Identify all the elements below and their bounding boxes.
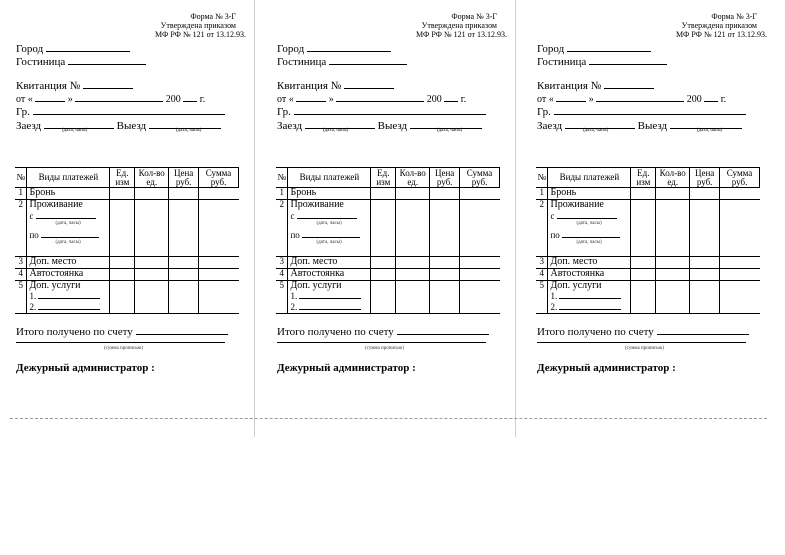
row-name: Доп. услуги <box>29 280 81 291</box>
cell[interactable] <box>110 200 135 257</box>
receipt-form-1 <box>16 0 246 400</box>
form-number: Форма № 3-Г <box>451 12 497 21</box>
cell[interactable] <box>631 281 656 314</box>
cell[interactable] <box>371 281 396 314</box>
total-field <box>277 323 489 338</box>
cell[interactable] <box>631 257 656 269</box>
cell[interactable] <box>430 188 460 200</box>
hotel-field <box>16 53 146 69</box>
col-unit: Ед. изм <box>631 168 656 188</box>
col-kind: Виды платежей <box>288 168 371 188</box>
col-qty: Кол-во ед. <box>656 168 690 188</box>
service-1-label: 1. <box>29 291 37 301</box>
row-number: 2 <box>536 200 548 257</box>
row-number: 3 <box>536 257 548 269</box>
row-name: Доп. услуги <box>290 280 342 291</box>
row-number: 4 <box>276 269 288 281</box>
cell[interactable] <box>690 257 720 269</box>
cell[interactable] <box>169 269 199 281</box>
cut-line <box>10 418 767 419</box>
sum-words-caption: (сумма прописью) <box>625 346 664 351</box>
row-name: Доп. место <box>548 257 631 269</box>
year-prefix: 200 <box>426 94 442 105</box>
cell[interactable] <box>430 269 460 281</box>
payments-table <box>536 167 760 314</box>
service-2-input[interactable] <box>38 301 100 310</box>
year-suffix: г. <box>199 94 206 105</box>
row-name: Автостоянка <box>27 269 110 281</box>
cell[interactable] <box>656 281 690 314</box>
cell[interactable] <box>656 269 690 281</box>
table-row <box>536 281 760 314</box>
checkin-caption: (дата, часы) <box>323 128 349 133</box>
row-number: 1 <box>276 188 288 200</box>
cell[interactable] <box>169 188 199 200</box>
checkout-label: Выезд <box>377 120 408 132</box>
hotel-field <box>277 53 407 69</box>
table-row <box>536 200 760 257</box>
service-1-input[interactable] <box>559 290 621 299</box>
cell[interactable] <box>690 269 720 281</box>
accommodation-to <box>29 229 109 240</box>
cell[interactable] <box>460 281 500 314</box>
col-qty: Кол-во ед. <box>135 168 169 188</box>
row-number: 3 <box>276 257 288 269</box>
service-2 <box>550 301 630 312</box>
receipt-form-3 <box>537 0 767 400</box>
accommodation-from <box>29 210 109 221</box>
cell[interactable] <box>110 281 135 314</box>
row-name: Бронь <box>288 188 371 200</box>
year-prefix: 200 <box>165 94 181 105</box>
checkout-label: Выезд <box>116 120 147 132</box>
form-number: Форма № 3-Г <box>711 12 757 21</box>
checkin-label: Заезд <box>16 120 42 132</box>
form-header <box>96 12 246 39</box>
col-sum: Сумма руб. <box>460 168 500 188</box>
year-input[interactable] <box>704 90 718 102</box>
to-caption: (дата, часы) <box>55 240 81 245</box>
table-row <box>15 200 239 257</box>
service-1-input[interactable] <box>38 290 100 299</box>
receipt-label: Квитанция № <box>277 80 342 92</box>
hotel-label: Гостиница <box>537 56 587 68</box>
receipt-form-2 <box>277 0 507 400</box>
from-label: с <box>290 211 295 221</box>
from-label: с <box>29 211 34 221</box>
cell[interactable] <box>135 281 169 314</box>
cell[interactable] <box>396 269 430 281</box>
col-price: Цена руб. <box>430 168 460 188</box>
total-label: Итого получено по счету <box>16 326 133 338</box>
from-input[interactable] <box>36 210 96 219</box>
ministry-order: МФ РФ № 121 от 13.12.93. <box>676 30 767 39</box>
separator-1 <box>254 0 255 437</box>
cell[interactable] <box>371 200 396 257</box>
year-prefix: 200 <box>686 94 702 105</box>
city-label: Город <box>537 43 565 55</box>
service-2 <box>290 301 370 312</box>
col-sum: Сумма руб. <box>199 168 239 188</box>
from-mid: » <box>328 94 334 105</box>
separator-2 <box>515 0 516 437</box>
guest-label: Гр. <box>16 106 30 118</box>
row-number: 5 <box>536 281 548 314</box>
cell[interactable] <box>371 188 396 200</box>
cell[interactable] <box>430 281 460 314</box>
cell[interactable] <box>396 257 430 269</box>
cell[interactable] <box>169 257 199 269</box>
service-2-label: 2. <box>29 302 37 312</box>
service-2 <box>29 301 109 312</box>
checkout-caption: (дата, часы) <box>697 128 723 133</box>
col-num: № <box>15 168 27 188</box>
cell[interactable] <box>460 200 500 257</box>
checkin-caption: (дата, часы) <box>583 128 609 133</box>
service-2-label: 2. <box>290 302 298 312</box>
cell[interactable] <box>110 269 135 281</box>
month-input[interactable] <box>596 90 684 102</box>
accommodation-from <box>290 210 370 221</box>
to-label: по <box>29 230 39 240</box>
checkout-caption: (дата, часы) <box>176 128 202 133</box>
city-input[interactable] <box>307 40 391 52</box>
row-name: Автостоянка <box>548 269 631 281</box>
service-1 <box>550 290 630 301</box>
admin-label: Дежурный администратор : <box>16 362 155 374</box>
hotel-field <box>537 53 667 69</box>
year-suffix: г. <box>720 94 727 105</box>
cell[interactable] <box>199 188 239 200</box>
year-input[interactable] <box>183 90 197 102</box>
receipt-input[interactable] <box>83 77 133 89</box>
col-sum: Сумма руб. <box>720 168 760 188</box>
cell[interactable] <box>656 257 690 269</box>
guest-label: Гр. <box>537 106 551 118</box>
row-services <box>548 281 631 314</box>
row-name: Доп. услуги <box>550 280 602 291</box>
col-num: № <box>276 168 288 188</box>
cell[interactable] <box>720 188 760 200</box>
from-prefix: от « <box>537 94 554 105</box>
col-num: № <box>536 168 548 188</box>
to-label: по <box>290 230 300 240</box>
from-input[interactable] <box>297 210 357 219</box>
sum-words-caption: (сумма прописью) <box>365 346 404 351</box>
guest-input[interactable] <box>554 103 746 115</box>
table-row <box>276 257 500 269</box>
form-number: Форма № 3-Г <box>190 12 236 21</box>
table-header-row <box>536 168 760 188</box>
from-prefix: от « <box>277 94 294 105</box>
service-1-label: 1. <box>290 291 298 301</box>
sum-words-input[interactable] <box>16 342 225 343</box>
table-row <box>276 269 500 281</box>
table-row <box>15 257 239 269</box>
accommodation-to <box>290 229 370 240</box>
from-mid: » <box>588 94 594 105</box>
total-input[interactable] <box>397 323 489 335</box>
row-number: 3 <box>15 257 27 269</box>
from-label: с <box>550 211 555 221</box>
cell[interactable] <box>720 269 760 281</box>
total-field <box>16 323 228 338</box>
receipt-label: Квитанция № <box>16 80 81 92</box>
col-kind: Виды платежей <box>27 168 110 188</box>
service-1 <box>29 290 109 301</box>
from-caption: (дата, часы) <box>55 221 81 226</box>
cell[interactable] <box>135 200 169 257</box>
row-number: 5 <box>15 281 27 314</box>
table-row <box>15 188 239 200</box>
row-name: Бронь <box>27 188 110 200</box>
service-2-input[interactable] <box>559 301 621 310</box>
checkout-caption: (дата, часы) <box>437 128 463 133</box>
city-label: Город <box>277 43 305 55</box>
row-accommodation <box>548 200 631 257</box>
cell[interactable] <box>396 200 430 257</box>
row-number: 2 <box>15 200 27 257</box>
row-number: 1 <box>15 188 27 200</box>
cell[interactable] <box>199 281 239 314</box>
table-row <box>536 257 760 269</box>
row-accommodation <box>27 200 110 257</box>
cell[interactable] <box>135 257 169 269</box>
row-name: Проживание <box>550 199 604 210</box>
receipt-input[interactable] <box>344 77 394 89</box>
cell[interactable] <box>631 188 656 200</box>
table-row <box>276 281 500 314</box>
row-number: 2 <box>276 200 288 257</box>
cell[interactable] <box>690 188 720 200</box>
month-input[interactable] <box>75 90 163 102</box>
table-row <box>276 188 500 200</box>
total-label: Итого получено по счету <box>277 326 394 338</box>
row-number: 5 <box>276 281 288 314</box>
col-price: Цена руб. <box>690 168 720 188</box>
hotel-input[interactable] <box>329 53 407 65</box>
city-label: Город <box>16 43 44 55</box>
row-name: Бронь <box>548 188 631 200</box>
city-input[interactable] <box>567 40 651 52</box>
payments-table <box>15 167 239 314</box>
col-unit: Ед. изм <box>371 168 396 188</box>
service-2-label: 2. <box>550 302 558 312</box>
service-1 <box>290 290 370 301</box>
to-input[interactable] <box>562 229 620 238</box>
cell[interactable] <box>690 281 720 314</box>
cell[interactable] <box>430 200 460 257</box>
cell[interactable] <box>460 257 500 269</box>
row-name: Доп. место <box>288 257 371 269</box>
to-caption: (дата, часы) <box>576 240 602 245</box>
cell[interactable] <box>690 200 720 257</box>
row-name: Доп. место <box>27 257 110 269</box>
sum-words-input[interactable] <box>537 342 746 343</box>
cell[interactable] <box>396 188 430 200</box>
cell[interactable] <box>631 269 656 281</box>
from-caption: (дата, часы) <box>576 221 602 226</box>
row-number: 1 <box>536 188 548 200</box>
table-row <box>15 281 239 314</box>
city-input[interactable] <box>46 40 130 52</box>
checkin-label: Заезд <box>277 120 303 132</box>
total-field <box>537 323 749 338</box>
form-header <box>357 12 507 39</box>
total-label: Итого получено по счету <box>537 326 654 338</box>
from-mid: » <box>67 94 73 105</box>
total-input[interactable] <box>136 323 228 335</box>
ministry-order: МФ РФ № 121 от 13.12.93. <box>416 30 507 39</box>
admin-label: Дежурный администратор : <box>277 362 416 374</box>
cell[interactable] <box>460 188 500 200</box>
approved-by: Утверждена приказом <box>421 21 497 30</box>
day-input[interactable] <box>556 90 586 102</box>
cell[interactable] <box>135 188 169 200</box>
cell[interactable] <box>430 257 460 269</box>
cell[interactable] <box>199 269 239 281</box>
guest-input[interactable] <box>33 103 225 115</box>
cell[interactable] <box>371 269 396 281</box>
row-accommodation <box>288 200 371 257</box>
table-row <box>536 188 760 200</box>
col-price: Цена руб. <box>169 168 199 188</box>
to-input[interactable] <box>41 229 99 238</box>
hotel-label: Гостиница <box>277 56 327 68</box>
cell[interactable] <box>199 200 239 257</box>
row-services <box>288 281 371 314</box>
cell[interactable] <box>371 257 396 269</box>
checkin-caption: (дата, часы) <box>62 128 88 133</box>
day-input[interactable] <box>35 90 65 102</box>
sum-words-input[interactable] <box>277 342 486 343</box>
cell[interactable] <box>720 200 760 257</box>
admin-label: Дежурный администратор : <box>537 362 676 374</box>
col-qty: Кол-во ед. <box>396 168 430 188</box>
approved-by: Утверждена приказом <box>681 21 757 30</box>
cell[interactable] <box>169 200 199 257</box>
total-input[interactable] <box>657 323 749 335</box>
cell[interactable] <box>631 200 656 257</box>
hotel-input[interactable] <box>589 53 667 65</box>
row-number: 4 <box>15 269 27 281</box>
col-kind: Виды платежей <box>548 168 631 188</box>
guest-input[interactable] <box>294 103 486 115</box>
to-caption: (дата, часы) <box>316 240 342 245</box>
row-name: Проживание <box>290 199 344 210</box>
cell[interactable] <box>656 188 690 200</box>
hotel-input[interactable] <box>68 53 146 65</box>
cell[interactable] <box>460 269 500 281</box>
service-1-input[interactable] <box>299 290 361 299</box>
receipt-label: Квитанция № <box>537 80 602 92</box>
table-header-row <box>276 168 500 188</box>
from-input[interactable] <box>557 210 617 219</box>
from-prefix: от « <box>16 94 33 105</box>
cell[interactable] <box>720 281 760 314</box>
sum-words-caption: (сумма прописью) <box>104 346 143 351</box>
year-input[interactable] <box>444 90 458 102</box>
cell[interactable] <box>656 200 690 257</box>
hotel-label: Гостиница <box>16 56 66 68</box>
checkin-label: Заезд <box>537 120 563 132</box>
table-row <box>536 269 760 281</box>
guest-label: Гр. <box>277 106 291 118</box>
accommodation-from <box>550 210 630 221</box>
cell[interactable] <box>720 257 760 269</box>
table-header-row <box>15 168 239 188</box>
day-input[interactable] <box>296 90 326 102</box>
service-2-input[interactable] <box>299 301 361 310</box>
year-suffix: г. <box>460 94 467 105</box>
row-number: 4 <box>536 269 548 281</box>
table-row <box>276 200 500 257</box>
from-caption: (дата, часы) <box>316 221 342 226</box>
to-input[interactable] <box>302 229 360 238</box>
checkout-label: Выезд <box>637 120 668 132</box>
accommodation-to <box>550 229 630 240</box>
receipt-input[interactable] <box>604 77 654 89</box>
approved-by: Утверждена приказом <box>160 21 236 30</box>
cell[interactable] <box>110 257 135 269</box>
table-row <box>15 269 239 281</box>
ministry-order: МФ РФ № 121 от 13.12.93. <box>155 30 246 39</box>
cell[interactable] <box>135 269 169 281</box>
cell[interactable] <box>110 188 135 200</box>
service-1-label: 1. <box>550 291 558 301</box>
col-unit: Ед. изм <box>110 168 135 188</box>
row-name: Проживание <box>29 199 83 210</box>
cell[interactable] <box>169 281 199 314</box>
payments-table <box>276 167 500 314</box>
to-label: по <box>550 230 560 240</box>
cell[interactable] <box>199 257 239 269</box>
month-input[interactable] <box>336 90 424 102</box>
cell[interactable] <box>396 281 430 314</box>
row-services <box>27 281 110 314</box>
row-name: Автостоянка <box>288 269 371 281</box>
form-header <box>617 12 767 39</box>
